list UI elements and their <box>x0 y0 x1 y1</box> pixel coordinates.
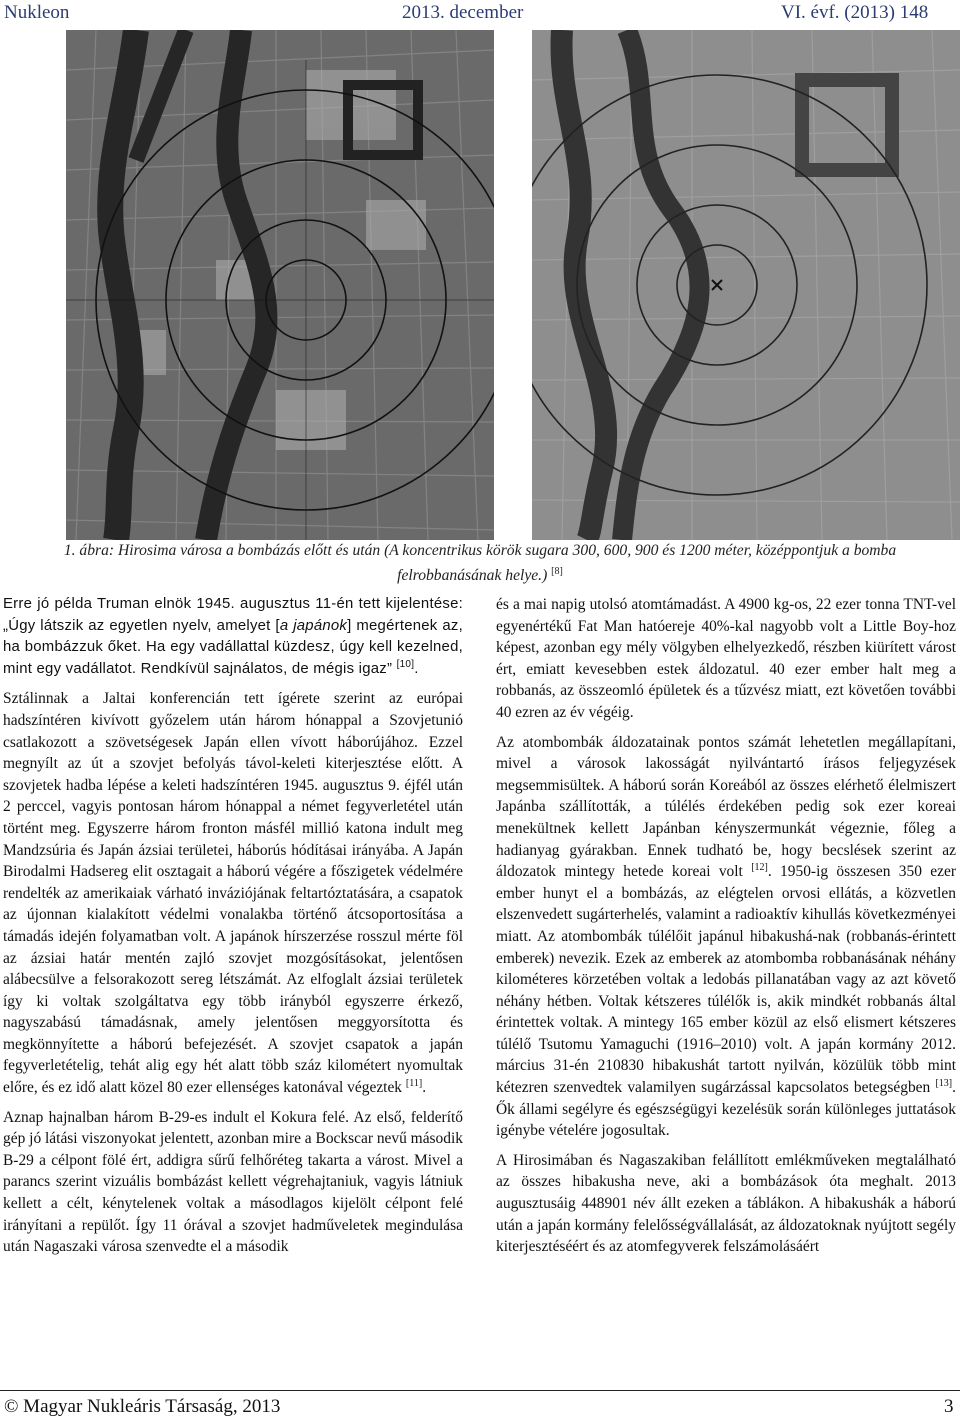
footer-page-number: 3 <box>944 1396 954 1417</box>
reference: [12] <box>751 861 768 873</box>
caption-label: 1. ábra: <box>63 542 115 559</box>
hiroshima-before-photo <box>66 30 494 540</box>
paragraph-memorials: A Hirosimában és Nagaszakiban felállított emlékműveken megtalálható az összes hibakusha neve, aki a bombázások óta meghalt. 2013 augusztusáig 448901 név állt ezeken a táblákon. A hibakushák a háború után a japán kormány felelősségvállalását, az áldozatoknak nyújtott segély kiterjesztéséért és az atomfegyverek felszámolásáért <box>496 1151 956 1256</box>
text-span: . <box>414 660 419 677</box>
text-span: Az atombombák áldozatainak pontos számát lehetetlen megállapítani, mivel a városok lakosságát nyilvántartó írásos feljegyzések megsemmisültek. A háború során Koreából az összes elérhető élelmiszert Japánba szállították, a túlélés érdekében pedig sok ezer koreai menekültnek kellett Japánban kényszermunkát végeznie, főleg a hadianyag gyárakban. Ennek tudható be, hogy becslések szerint az áldozatok mintegy hetede koreai volt <box>496 733 956 881</box>
text-span: . <box>422 1079 427 1097</box>
hiroshima-after-photo <box>532 30 960 540</box>
paragraph-victims <box>496 732 956 1142</box>
volume-page: VI. évf. (2013) 148 <box>781 2 929 23</box>
footer-copyright: © Magyar Nukleáris Társaság, 2013 <box>4 1396 281 1417</box>
running-header <box>0 0 960 30</box>
paragraph-kokura: Aznap hajnalban három B-29-es indult el Kokura felé. Az első, felderítő gép jó látási viszonyokat jelentett, azonban mire a Bockscar nevű második B-29 a célpont fölé ért, addigra sűrű felhőréteg takarta a várost. Mivel a parancs szerint vizuális bombázást kellett végrehajtaniuk, vagyis látniuk kellett a célt, kénytelenek voltak a másodlagos kijelölt célpont felé irányítani a repülőt. Így 11 órával a szovjet hadműveletek megindulása után Nagaszaki városa szenvedte el a második <box>3 1108 463 1256</box>
text-span: Sztálinnak a Jaltai konferencián tett ígérete szerint az európai hadszíntéren kivívott győzelem után három hónappal a Szovjetunió csatlakozott a szövetségesek Japán ellen vívott háborújához. Ezzel megnyílt az út a szovjet befolyás távol-keleti kiterjesztése előtt. A szovjetek hadba lépése a keleti hadszíntéren 1945. augusztus 9. éjfél után 2 perccel, vagyis pontosan három hónappal a német fegyverletétel után történt meg. Egyszerre három fronton másfél millió katona indult meg Mandzsúria és Japán ázsiai területei, háborús hódításai irányába. A Japán Birodalmi Hadsereg elit osztagait a háború végére a főszigetek védelmére rendelték az amerikaiak várható inváziójának feltartóztatására, a csapatok az újonnan kialakított védelmi vonalakba történő átcsoportosítása a támadás idején folyamatban volt. A japánok hírszerzése rosszul mérte föl az ázsiai határ mentén zajló szovjet mozgósításokat, jelentősen alábecsülve a felsorakozott sereg létszámát. Az elfoglalt ázsiai területek így ki voltak szolgáltatva egy több irányból egyszerre érkező, nagyszabású támadásnak, amely jelentősen meggyorsította és megkönnyítette a háború befejezését. A szovjet csapatok a japán fegyverletételig, tehát alig egy hét alatt több száz kilométert nyomultak előre, és ez idő alatt közel 80 ezer ellenséges katonával végeztek <box>3 690 463 1097</box>
issue-date: 2013. december <box>402 2 524 23</box>
text-span: . Ők állami segélyre és egészségügyi kezelésük során különleges juttatások igénybe vételére jogosultak. <box>496 1079 956 1140</box>
paragraph-truman-quote <box>3 594 463 680</box>
caption-reference: [8] <box>551 566 563 577</box>
text-span: . 1950-ig összesen 350 ezer ember hunyt el a bombázás, az elégtelen orvosi ellátás, a közvetlen elszenvedett sugárterhelés, valamint a radioaktív kihullás következményei miatt. Az atombombák túlélőit japánul hibakushá-nak (robbanás-érintett emberek) nevezik. Ezek az emberek az atombomba robbanásának néhány kilométeres körzetében voltak a ledobás pillanatában vagy az azt követő néhány hétben. Voltak kétszeres túlélők is, akik mindkét robbanás által érintettek voltak. A mintegy 165 ember közül az első elismert kétszeres túlélő Tsutomu Yamaguchi (1916–2010) volt. A japán kormány 2012. március 31-én 210830 hibakushát tartott nyilván, közülük több mint kétezren szenvedtek valamilyen sugárzással kapcsolatos betegségben <box>496 863 956 1097</box>
text-span: ] megértenek az, ha bombázzuk őket. Ha egy vadállattal küzdesz, úgy kell kezelned, mint egy vadállatot. Rendkívül sajnálatos, de mégis igaz” <box>3 617 463 677</box>
reference: [13] <box>935 1077 953 1089</box>
footer-rule <box>0 1390 960 1391</box>
reference: [11] <box>405 1077 423 1089</box>
aerial-map-before <box>66 30 494 540</box>
left-column <box>3 594 463 1266</box>
journal-name: Nukleon <box>4 2 70 23</box>
aerial-map-after <box>532 30 960 540</box>
paragraph-nagasaki: és a mai napig utolsó atomtámadást. A 4900 kg-os, 22 ezer tonna TNT-vel egyenértékű Fat Man hatóereje 40%-kal nagyobb volt a Little Boy-hoz képest, azonban egy mély völgyben elhelyezkedő, részben kiürített várost ért, emiatt kevesebben estek áldozatul. 40 ezer ember halt meg a robbanás, az összeomló épületek és a tűzvész miatt, ezt követően további 40 ezren az év végéig. <box>496 596 956 721</box>
reference: [10] <box>396 658 415 670</box>
text-span: Erre jó példa Truman elnök 1945. augusztus 11-én tett kijelentése: „Úgy látszik az egyetlen nyelv, amelyet [ <box>3 596 463 634</box>
caption-text: Hirosima városa a bombázás előtt és után (A koncentrikus körök sugara 300, 600, 900 és 1200 méter, középpontjuk a bomba <box>117 542 897 559</box>
figure-caption <box>0 540 960 586</box>
right-column <box>496 594 956 1266</box>
paragraph-soviet-entry <box>3 688 463 1098</box>
emphasis: a japánok <box>279 617 348 634</box>
caption-text-cont: felrobbanásának helye.) <box>397 567 548 585</box>
